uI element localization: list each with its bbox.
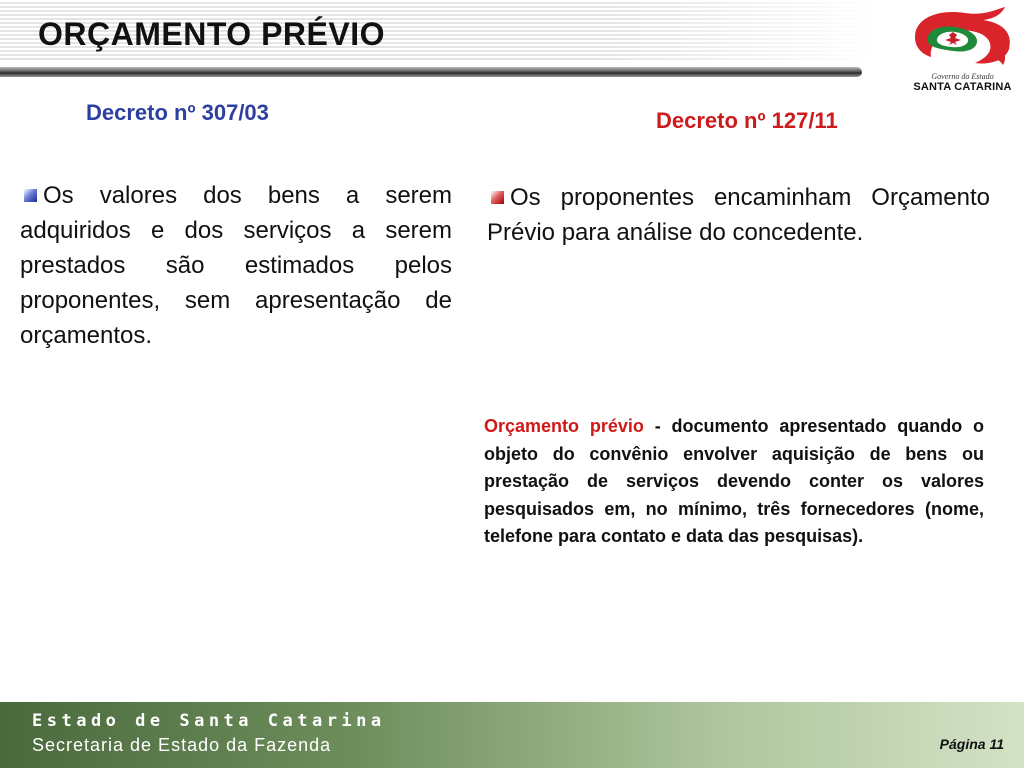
page-number: Página 11 — [939, 736, 1004, 752]
right-paragraph — [487, 180, 990, 250]
blue-square-bullet-icon — [24, 189, 37, 202]
definition-text: documento apresentado quando o objeto do convênio envolver aquisição de bens ou prestação de serviços devendo conter os valores pesquisados em, no mínimo, três fornecedores (nome, telefone para contato e data das pesquisas). — [484, 416, 984, 546]
right-paragraph-text: Os proponentes encaminham Orçamento Prévio para análise do concedente. — [487, 184, 990, 246]
logo-state-caption: SANTA CATARINA — [913, 81, 1012, 93]
decree-127-heading: Decreto nº 127/11 — [656, 108, 838, 133]
footer-bar — [0, 702, 1024, 768]
red-square-bullet-icon — [491, 191, 504, 204]
santa-catarina-flag-logo-icon — [905, 5, 1020, 71]
header-divider-bar — [0, 67, 862, 77]
left-paragraph — [20, 178, 452, 353]
page-title: ORÇAMENTO PRÉVIO — [38, 16, 385, 52]
definition-separator: - — [654, 416, 661, 436]
left-paragraph-text: Os valores dos bens a serem adquiridos e dos serviços a serem prestados são estimados pelos proponentes, sem apresentação de orçamentos. — [20, 182, 452, 349]
decree-307-heading: Decreto nº 307/03 — [86, 100, 269, 125]
footer-department-name: Secretaria de Estado da Fazenda — [32, 735, 332, 755]
logo-government-caption: Governo do Estado — [931, 72, 994, 81]
footer-state-name: Estado de Santa Catarina — [32, 711, 386, 731]
state-logo — [905, 5, 1020, 95]
definition-term: Orçamento prévio — [484, 416, 644, 436]
budget-definition — [484, 413, 984, 551]
header-fade — [600, 0, 880, 62]
